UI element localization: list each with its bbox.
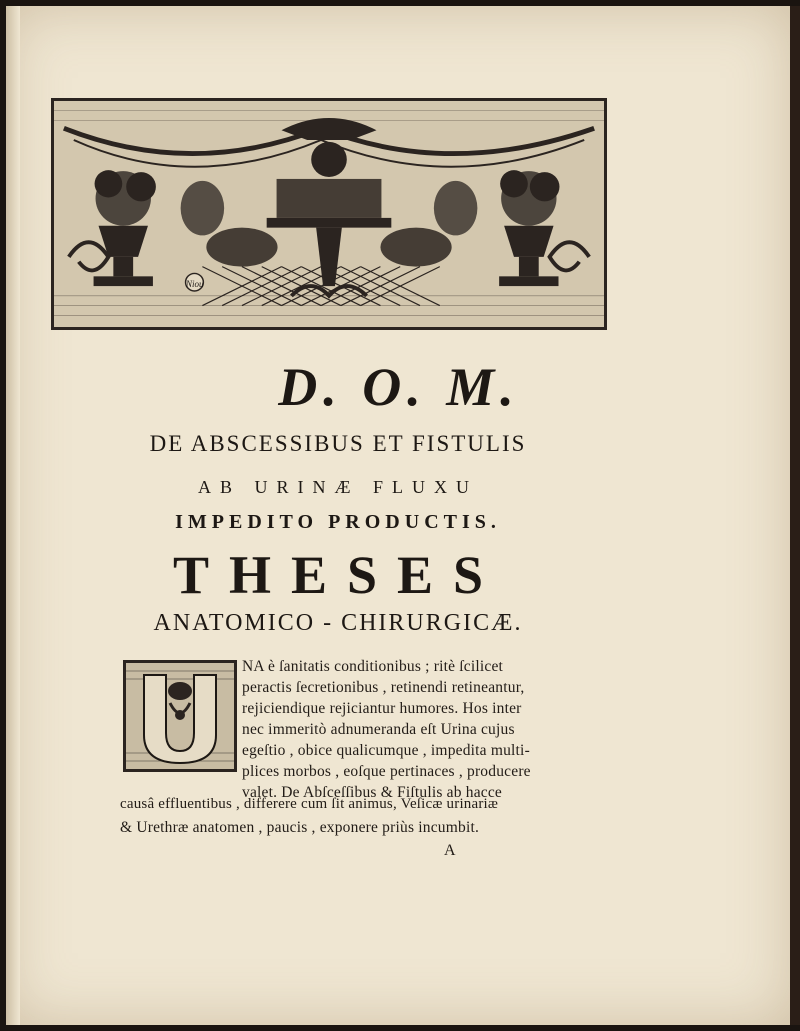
heading-line-1: DE ABSCESSIBUS ET FISTULIS xyxy=(149,431,527,456)
signature-mark: A xyxy=(444,842,456,859)
body-line-9: & Urethræ anatomen , paucis , exponere priùs incumbit. xyxy=(120,819,480,836)
body-line-7: valet. De Abſceſſibus & Fiſtulis ab hacce xyxy=(242,784,503,801)
body-line-2: peractis ſecretionibus , retinendi retineantur, xyxy=(242,679,525,696)
heading-subtitle: ANATOMICO - CHIRURGICÆ. xyxy=(153,610,523,636)
page-edge xyxy=(790,6,800,1025)
ornamental-headpiece-engraving xyxy=(51,98,607,330)
body-line-8: causâ effluentibus , differere cum ſit animus, Veſicæ urinariæ xyxy=(120,796,499,812)
heading-line-2: AB URINÆ FLUXU xyxy=(197,477,478,497)
invocation-title: D. O. M. xyxy=(278,357,520,417)
theses-title: THESES xyxy=(172,545,504,605)
body-line-5: egeſtio , obice qualicumque , impedita multi- xyxy=(242,742,530,759)
decorated-initial-u xyxy=(123,660,237,772)
page-gutter xyxy=(6,6,20,1025)
body-line-1: NA è ſanitatis conditionibus ; ritè ſcilicet xyxy=(242,658,504,675)
heading-line-3: IMPEDITO PRODUCTIS. xyxy=(175,511,501,533)
body-line-3: rejiciendique rejiciantur humores. Hos inter xyxy=(242,700,522,717)
body-line-6: plices morbos , eoſque pertinaces , producere xyxy=(242,763,531,780)
body-line-4: nec immeritò adnumeranda eſt Urina cujus xyxy=(242,721,515,738)
engraver-signature: Niou xyxy=(186,279,204,289)
book-page xyxy=(6,6,792,1025)
